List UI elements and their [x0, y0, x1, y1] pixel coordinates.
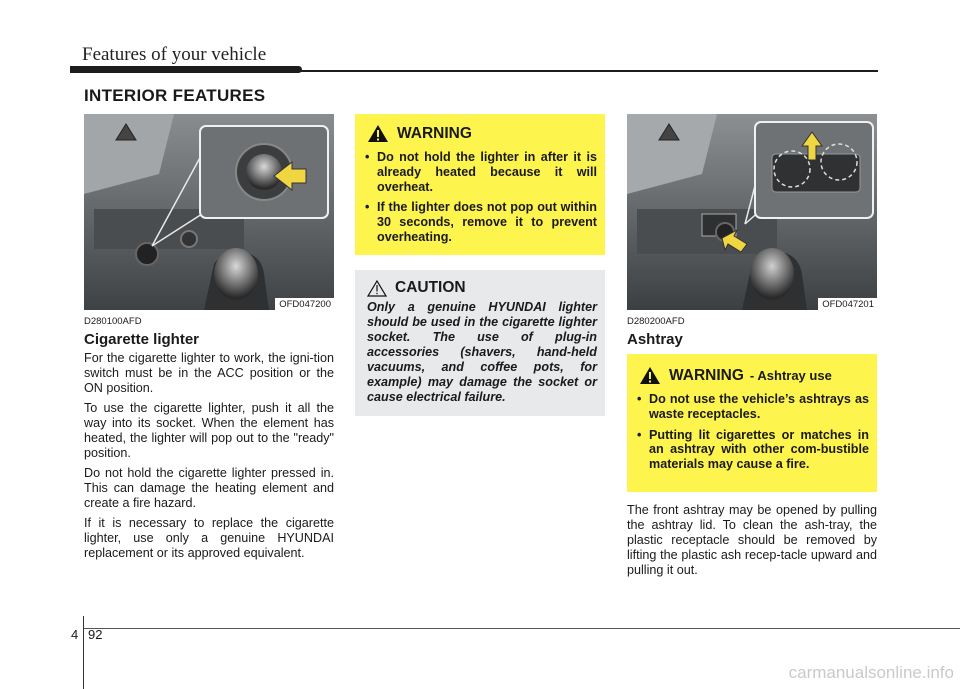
caution-triangle-icon	[367, 280, 387, 297]
paragraph: For the cigarette lighter to work, the igni-tion switch must be in the ACC position or the ON position.	[84, 351, 334, 395]
header-rule	[70, 66, 878, 73]
lighter-photo	[84, 114, 334, 310]
warning-item: • Do not hold the lighter in after it is already heated because it will overheat.	[365, 150, 597, 194]
warning-subtitle: - Ashtray use	[749, 368, 832, 383]
section-code: D280100AFD	[84, 316, 142, 327]
subsection-title: Cigarette lighter	[84, 331, 200, 348]
warning-triangle-icon	[367, 124, 389, 143]
warning-item: • If the lighter does not pop out within 30 seconds, remove it to prevent overheating.	[365, 200, 597, 244]
paragraph: Do not hold the cigarette lighter pressed in. This can damage the heating element and create a fire hazard.	[84, 466, 334, 510]
ashtray-illustration	[627, 114, 877, 310]
ashtray-photo	[627, 114, 877, 310]
lighter-illustration	[84, 114, 334, 310]
warning-title: WARNING	[669, 366, 744, 384]
photo-label: OFD047201	[818, 298, 877, 310]
section-heading: INTERIOR FEATURES	[84, 86, 266, 105]
caution-text: Only a genuine HYUNDAI lighter should be used in the cigarette lighter socket. The use of plug-in accessories (shavers, hand-held vacuums, and coffee pots, for example) may damage the socket or cause electrical failure.	[367, 300, 597, 404]
caution-title: CAUTION	[395, 279, 466, 296]
warning-triangle-icon	[639, 366, 661, 385]
page-number: 92	[88, 627, 103, 642]
paragraph: To use the cigarette lighter, push it all the way into its socket. When the element has heated, the lighter will pop out to the "ready" position.	[84, 401, 334, 460]
footer-rule-vertical	[83, 616, 84, 689]
warning-item: • Do not use the vehicle’s ashtrays as waste receptacles.	[637, 392, 869, 422]
warning-box	[627, 354, 877, 492]
header-title: Features of your vehicle	[82, 44, 267, 65]
warning-box	[355, 114, 605, 255]
subsection-title: Ashtray	[627, 331, 683, 348]
lighter-description	[84, 351, 334, 566]
warning-title: WARNING	[397, 124, 472, 142]
paragraph: The front ashtray may be opened by pulling the ashtray lid. To clean the ash-tray, the plastic receptacle should be removed by lifting the plastic ash recep-tacle upward and pulling it out.	[627, 503, 877, 577]
section-code: D280200AFD	[627, 316, 685, 327]
watermark: carmanualsonline.info	[788, 663, 954, 682]
ashtray-description	[627, 503, 877, 583]
caution-box	[355, 270, 605, 416]
footer-rule-horizontal	[84, 628, 960, 629]
photo-label: OFD047200	[275, 298, 334, 310]
paragraph: If it is necessary to replace the cigarette lighter, use only a genuine HYUNDAI replacement or its approved equivalent.	[84, 516, 334, 560]
chapter-number: 4	[71, 627, 79, 642]
warning-item: • Putting lit cigarettes or matches in an ashtray with other com-bustible materials may cause a fire.	[637, 428, 869, 472]
